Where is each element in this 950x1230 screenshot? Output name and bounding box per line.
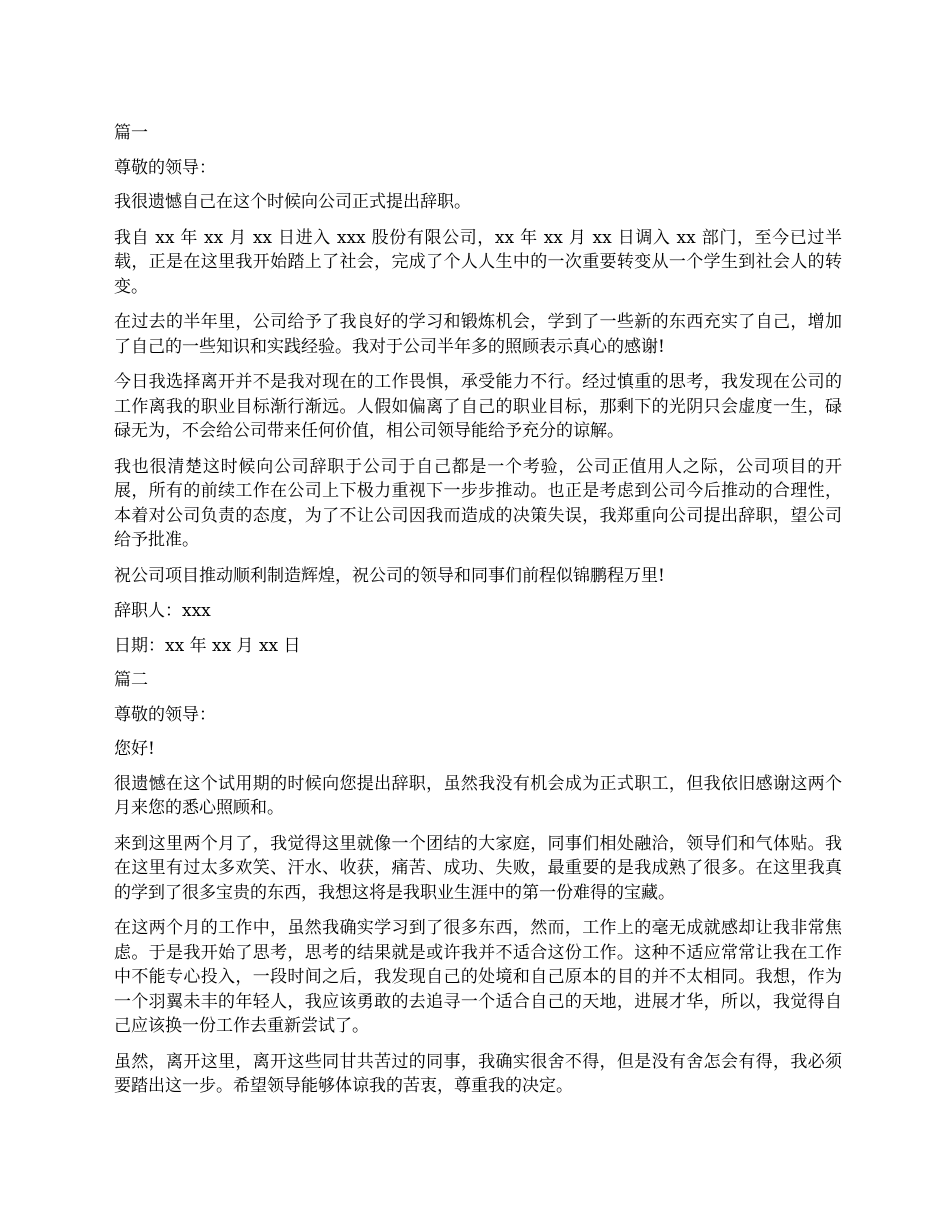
paragraph: 祝公司项目推动顺利制造辉煌，祝公司的领导和同事们前程似锦鹏程万里! (114, 565, 665, 586)
paragraph: 来到这里两个月了，我觉得这里就像一个团结的大家庭，同事们相处融洽，领导们和气体贴。我在这里有过太多欢笑、汗水、收获，痛苦、成功、失败，最重要的是我成熟了很多。在这里我真的学到了很多宝贵的东西，我想这将是我职业生涯中的第一份难得的宝藏。 (114, 833, 842, 903)
paragraph: 我自 xx 年 xx 月 xx 日进入 xxx 股份有限公司，xx 年 xx 月 xx 日调入 xx 部门，至今已过半载，正是在这里我开始踏上了社会，完成了个人人生中的一次重要转变从一个学生到社会人的转变。 (114, 227, 842, 297)
section-heading: 篇一 (114, 123, 148, 143)
paragraph: 在这两个月的工作中，虽然我确实学习到了很多东西，然而，工作上的毫无成就感却让我非常焦虑。于是我开始了思考，思考的结果就是或许我并不适合这份工作。这种不适应常常让我在工作中不能专心投入，一段时间之后，我发现自己的处境和自己原本的目的并不太相同。我想，作为一个羽翼未丰的年轻人，我应该勇敢的去追寻一个适合自己的天地，进展才华，所以，我觉得自己应该换一份工作去重新尝试了。 (114, 918, 842, 1036)
paragraph: 虽然，离开这里，离开这些同甘共苦过的同事，我确实很舍不得，但是没有舍怎会有得，我必须要踏出这一步。希望领导能够体谅我的苦衷，尊重我的决定。 (114, 1051, 842, 1096)
date-line: 日期：xx 年 xx 月 xx 日 (114, 635, 301, 656)
section-heading: 篇二 (114, 670, 148, 690)
paragraph: 我很遗憾自己在这个时候向公司正式提出辞职。 (114, 192, 471, 212)
document-page (114, 121, 842, 1110)
paragraph: 在过去的半年里，公司给予了我良好的学习和锻炼机会，学到了一些新的东西充实了自己，增加了自己的一些知识和实践经验。我对于公司半年多的照顾表示真心的感谢! (114, 312, 842, 357)
greeting: 您好! (114, 739, 155, 759)
paragraph: 我也很清楚这时候向公司辞职于公司于自己都是一个考验，公司正值用人之际，公司项目的开展，所有的前续工作在公司上下极力重视下一步步推动。也正是考虑到公司今后推动的合理性，本着对公司负责的态度，为了不让公司因我而造成的决策失误，我郑重向公司提出辞职，望公司给予批准。 (114, 456, 842, 550)
signature: 辞职人：xxx (114, 601, 211, 621)
paragraph: 今日我选择离开并不是我对现在的工作畏惧，承受能力不行。经过慎重的思考，我发现在公司的工作离我的职业目标渐行渐远。人假如偏离了自己的职业目标，那剩下的光阴只会虚度一生，碌碌无为，不会给公司带来任何价值，相公司领导能给予充分的谅解。 (114, 372, 842, 441)
paragraph: 很遗憾在这个试用期的时候向您提出辞职，虽然我没有机会成为正式职工，但我依旧感谢这两个月来您的悉心照顾和。 (114, 773, 842, 818)
salutation: 尊敬的领导： (114, 704, 216, 725)
salutation: 尊敬的领导： (114, 157, 216, 178)
